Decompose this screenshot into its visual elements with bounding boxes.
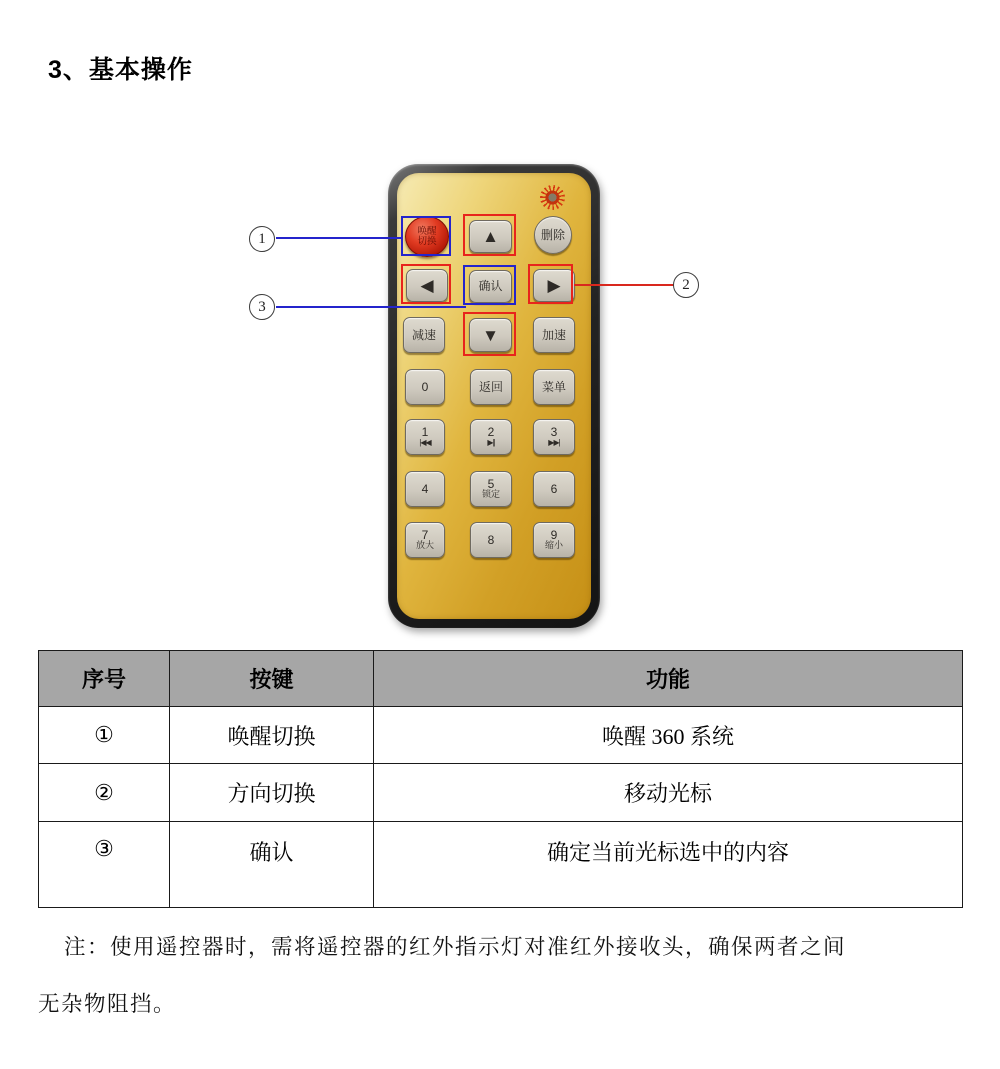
up-arrow-icon: ▲	[482, 227, 499, 246]
annotation-box-up	[463, 214, 516, 256]
remote-key-3-next	[533, 419, 575, 455]
remote-key-0	[405, 369, 445, 405]
row3-function: 确定当前光标选中的内容	[374, 822, 963, 908]
remote-key-7-zoomin	[405, 522, 445, 558]
annotation-box-down	[463, 312, 516, 356]
row1-function: 唤醒 360 系统	[374, 707, 963, 764]
key-1-number: 1	[421, 425, 429, 439]
annotation-box-confirm	[463, 265, 516, 305]
row3-key: 确认	[170, 822, 374, 908]
remote-key-fast	[533, 317, 575, 353]
key-function-table	[38, 650, 963, 908]
callout-2-badge	[673, 272, 699, 298]
key-0-label: 0	[421, 379, 429, 394]
key-6-label: 6	[550, 481, 558, 496]
callout-3-number: 3	[258, 298, 266, 315]
key-8-label: 8	[487, 532, 495, 547]
row2-function: 移动光标	[374, 764, 963, 822]
remote-key-2-playpause	[470, 419, 512, 455]
remote-key-menu	[533, 369, 575, 405]
row1-number: ①	[39, 707, 170, 764]
down-arrow-icon: ▼	[482, 325, 499, 345]
callout-2-leader-line	[574, 284, 674, 286]
remote-key-slow	[403, 317, 445, 353]
skip-forward-icon: ▶▶|	[548, 438, 560, 447]
remote-key-8	[470, 522, 512, 558]
table-row	[39, 822, 963, 908]
page-title: 3、基本操作	[48, 56, 193, 84]
wake-key-label-line1: 唤醒	[417, 225, 437, 237]
annotation-box-left	[401, 264, 451, 304]
row1-key: 唤醒切换	[170, 707, 374, 764]
back-key-label: 返回	[478, 379, 503, 394]
skip-back-icon: |◀◀	[419, 438, 431, 447]
header-number: 序号	[39, 651, 170, 707]
slow-key-label: 减速	[411, 327, 436, 342]
wake-key-label-line2: 切换	[417, 235, 437, 247]
remote-key-5-lock	[470, 471, 512, 507]
table-row	[39, 764, 963, 822]
fast-key-label: 加速	[541, 327, 566, 342]
ir-indicator-icon	[540, 185, 565, 210]
key-9-sub-label: 缩小	[544, 540, 563, 550]
remote-key-4	[405, 471, 445, 507]
confirm-key-label: 确认	[478, 279, 503, 293]
key-7-number: 7	[421, 528, 429, 542]
key-2-number: 2	[487, 425, 495, 439]
key-9-number: 9	[550, 528, 558, 542]
remote-key-6	[533, 471, 575, 507]
annotation-box-wake	[401, 216, 451, 256]
remote-key-back	[470, 369, 512, 405]
row2-number: ②	[39, 764, 170, 822]
key-5-number: 5	[487, 477, 495, 491]
key-3-number: 3	[550, 425, 558, 439]
remote-control-image	[388, 164, 600, 628]
annotation-box-right	[528, 264, 573, 304]
note-text-line1: 注：使用遥控器时，需将遥控器的红外指示灯对准红外接收头，确保两者之间	[64, 935, 847, 959]
callout-3-badge	[249, 294, 275, 320]
callout-2-number: 2	[682, 276, 690, 293]
header-function: 功能	[374, 651, 963, 707]
delete-key-label: 删除	[540, 227, 565, 242]
right-arrow-icon: ▶	[547, 276, 561, 295]
table-header-row	[39, 651, 963, 707]
key-7-sub-label: 放大	[415, 540, 434, 550]
key-4-label: 4	[421, 481, 429, 496]
menu-key-label: 菜单	[541, 379, 566, 394]
header-key: 按键	[170, 651, 374, 707]
callout-1-leader-line	[276, 237, 402, 239]
row2-key: 方向切换	[170, 764, 374, 822]
note-text-line2: 无杂物阻挡。	[38, 992, 177, 1016]
left-arrow-icon: ◀	[420, 276, 434, 295]
table-row	[39, 707, 963, 764]
key-5-sub-label: 锁定	[481, 489, 500, 499]
callout-1-badge	[249, 226, 275, 252]
callout-3-leader-line	[276, 306, 466, 308]
callout-1-number: 1	[258, 230, 266, 247]
remote-key-1-prev	[405, 419, 445, 455]
remote-key-delete	[534, 216, 572, 254]
row3-number: ③	[39, 822, 170, 908]
play-pause-icon: ▶||	[487, 438, 495, 447]
remote-key-9-zoomout	[533, 522, 575, 558]
